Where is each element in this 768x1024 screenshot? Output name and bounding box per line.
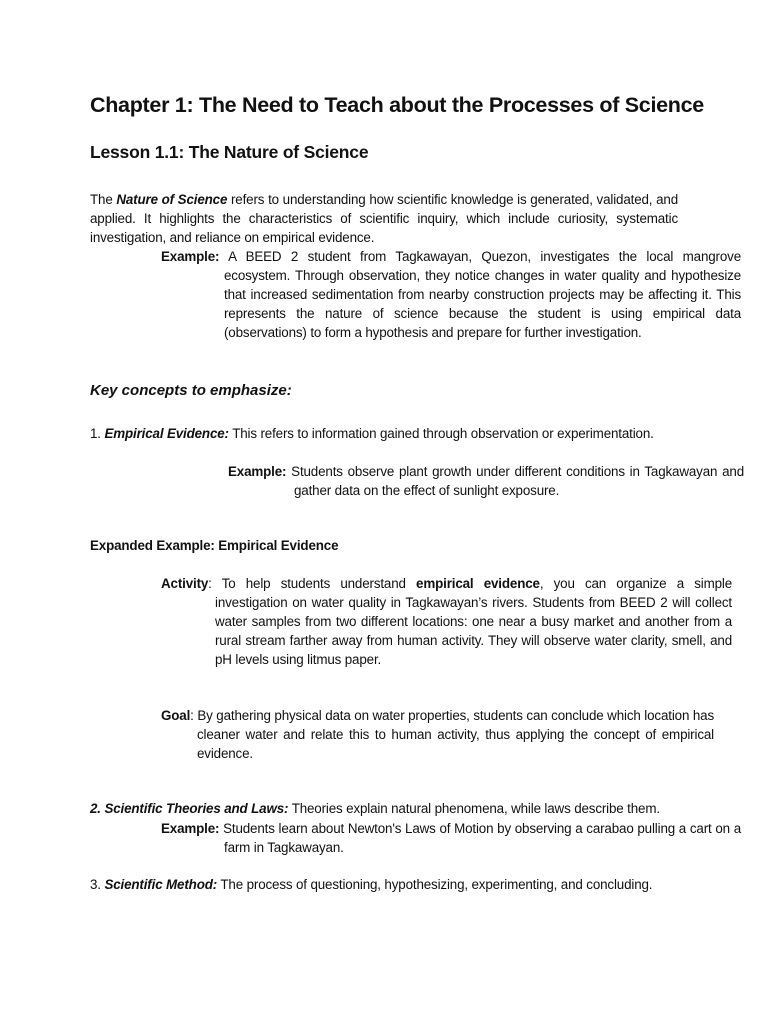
concept-1-term: Empirical Evidence: [104,426,229,441]
intro-lead: The [90,192,117,207]
intro-paragraph [90,190,678,247]
activity-bold-term: empirical evidence [416,576,540,591]
activity-post: , you can organize a simple investigation on water quality in Tagkawayan’s rivers. Students from BEED 2 will collect water samples from two different locations: one near a busy market and another from a rural stream farther away from human activity. They will observe water clarity, smell, and pH levels using litmus paper. [215,576,732,667]
goal-label: Goal [161,708,191,723]
concept-3-body: The process of questioning, hypothesizing, experimenting, and concluding. [217,877,653,892]
key-concepts-title: Key concepts to emphasize: [90,382,292,399]
concept-2-example-text: Students learn about Newton's Laws of Motion by observing a carabao pulling a cart on a farm in Tagkawayan. [223,821,741,855]
expanded-example-heading: Expanded Example: Empirical Evidence [90,538,339,553]
concept-1-example [228,462,744,500]
chapter-title: Chapter 1: The Need to Teach about the Processes of Science [90,93,704,117]
goal-text: : By gathering physical data on water properties, students can conclude which location has cleaner water and relate this to human activity, thus applying the concept of empirical evidence. [190,708,714,761]
concept-2-term: 2. Scientific Theories and Laws: [90,801,289,816]
intro-example [161,247,741,342]
concept-1-paragraph [90,424,678,443]
intro-example-text: A BEED 2 student from Tagkawayan, Quezon, investigates the local mangrove ecosystem. Through observation, they notice changes in water quality and hypothesize that increased sedimentation from nearby construction projects may be affecting it. This represents the nature of science because the student is using empirical data (observations) to form a hypothesis and prepare for further investigation. [224,249,741,340]
concept-1-example-text: Students observe plant growth under different conditions in Tagkawayan and gather data on the effect of sunlight exposure. [291,464,744,498]
concept-3-term: Scientific Method: [104,877,218,892]
intro-body: refers to understanding how scientific knowledge is generated, validated, and applied. It highlights the characteristics of scientific inquiry, which include curiosity, systematic investigation, and reliance on empirical evidence. [90,192,678,245]
concept-3-paragraph [90,875,678,894]
concept-2-paragraph [90,799,678,818]
concept-3-number: 3. [90,877,105,892]
activity-pre: : To help students understand [208,576,417,591]
concept-2-example-label: Example: [161,821,220,836]
lesson-title: Lesson 1.1: The Nature of Science [90,142,369,162]
concept-1-example-label: Example: [228,464,287,479]
concept-1-number: 1. [90,426,105,441]
goal-block [161,706,714,763]
activity-label: Activity [161,576,209,591]
intro-term: Nature of Science [116,192,228,207]
concept-1-body: This refers to information gained through observation or experimentation. [228,426,654,441]
concept-2-example [161,819,741,857]
activity-block [161,574,732,669]
intro-example-label: Example: [161,249,220,264]
concept-2-body: Theories explain natural phenomena, while laws describe them. [288,801,660,816]
